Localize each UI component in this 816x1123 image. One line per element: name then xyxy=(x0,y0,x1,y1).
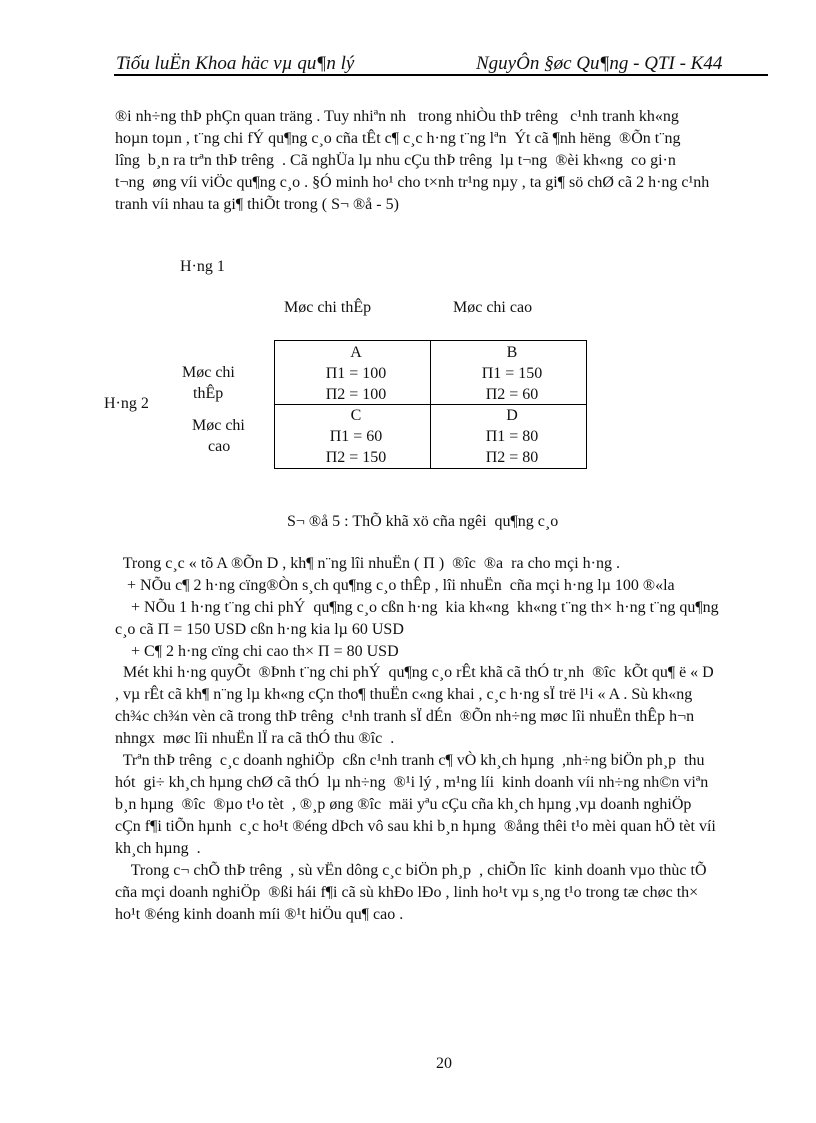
cell-profit-2: Π2 = 60 xyxy=(485,386,539,403)
cell-d xyxy=(452,405,572,468)
body-line: Mét khi h·ng quyÕt ®Þnh t¨ng chi phÝ qu¶ng c¸o rÊt khã cã thÓ tr¸nh ®îc kÕt qu¶ ë « D xyxy=(115,664,714,681)
body-line: + NÕu c¶ 2 h·ng cïng®Òn s¸ch qu¶ng c¸o thÊp , lîi nhuËn cña mçi h·ng lµ 100 ®«la xyxy=(115,577,675,594)
cell-name: C xyxy=(350,407,362,424)
cell-profit-1: Π1 = 150 xyxy=(481,365,543,382)
diagram-caption: S¬ ®å 5 : ThÕ khã xö cña ngêi qu¶ng c¸o xyxy=(287,513,559,530)
body-line: hót gi÷ kh¸ch hµng chØ cã thÓ lµ nh÷ng ®¹i lý , m¹ng líi kinh doanh víi nh÷ng nh©n viªn xyxy=(115,774,709,791)
cell-name: D xyxy=(506,407,518,424)
header-left: Tiốu luËn Khoa häc vµ qu¶n lý xyxy=(116,53,355,74)
body-line: + C¶ 2 h·ng cïng chi cao th× Π = 80 USD xyxy=(115,643,399,660)
body-line: Trong c¬ chÕ thÞ trêng , sù vËn dông c¸c biÖn ph¸p , chiÕn lîc kinh doanh vµo thùc tÕ xyxy=(115,862,707,879)
page-number: 20 xyxy=(436,1055,452,1072)
paragraph-line: ®i nh÷ng thÞ phÇn quan träng . Tuy nhiªn nh trong nhiÒu thÞ trêng c¹nh tranh kh«ng xyxy=(115,108,679,125)
header-right: NguyÔn §øc Qu¶ng - QTI - K44 xyxy=(476,53,723,74)
cell-profit-1: Π1 = 60 xyxy=(329,428,383,445)
column-high-label: Møc chi cao xyxy=(453,299,533,316)
row-high-label-2: cao xyxy=(208,438,231,455)
body-line: cÇn f¶i tiÕn hµnh c¸c ho¹t ®éng dÞch vô sau khi b¸n hµng ®ång thêi t¹o mèi quan hÖ tèt víi xyxy=(115,818,716,835)
paragraph-line: tranh víi nhau ta gi¶ thiÕt trong ( S¬ ®å - 5) xyxy=(115,196,399,213)
row-high-label-1: Møc chi xyxy=(192,417,245,434)
row-low-label-2: thÊp xyxy=(193,385,224,402)
cell-profit-1: Π1 = 100 xyxy=(325,365,387,382)
body-line: kh¸ch hµng . xyxy=(115,840,201,857)
body-line: , vµ rÊt cã kh¶ n¨ng lµ kh«ng cÇn tho¶ thuËn c«ng khai , c¸c h·ng sÏ trë l¹i « A . Sù kh«ng xyxy=(115,686,693,703)
row-low-label-1: Møc chi xyxy=(182,364,235,381)
cell-name: A xyxy=(350,344,362,361)
body-line: + NÕu 1 h·ng t¨ng chi phÝ qu¶ng c¸o cßn h·ng kia kh«ng kh«ng t¨ng th× h·ng t¨ng qu¶ng xyxy=(115,599,719,616)
firm1-label: H·ng 1 xyxy=(180,258,225,275)
body-line: c¸o cã Π = 150 USD cßn h·ng kia lµ 60 USD xyxy=(115,621,404,638)
paragraph-line: t¬ng øng víi viÖc qu¶ng c¸o . §Ó minh ho¹ cho t×nh tr¹ng nµy , ta gi¶ sö chØ cã 2 h·ng c¹nh xyxy=(115,174,710,191)
body-line: Trong c¸c « tõ A ®Õn D , kh¶ n¨ng lîi nhuËn ( Π ) ®îc ®a ra cho mçi h·ng . xyxy=(115,555,620,572)
body-line: ho¹t ®éng kinh doanh míi ®¹t hiÖu qu¶ cao . xyxy=(115,906,404,923)
body-line: ch¾c ch¾n vèn cã trong thÞ trêng c¹nh tranh sÏ dÉn ®Õn nh÷ng møc lîi nhuËn thÊp h¬n xyxy=(115,708,695,725)
body-line: nhngx møc lîi nhuËn lÏ ra cã thÓ thu ®îc . xyxy=(115,730,395,747)
cell-name: B xyxy=(506,344,518,361)
paragraph-line: hoµn toµn , t¨ng chi fÝ qu¶ng c¸o cña tÊt c¶ c¸c h·ng t¨ng lªn Ýt cã ¶nh hëng ®Õn t¨ng xyxy=(115,130,681,147)
body-line: Trªn thÞ trêng c¸c doanh nghiÖp cßn c¹nh tranh c¶ vÒ kh¸ch hµng ,nh÷ng biÖn ph¸p thu xyxy=(115,752,705,769)
body-line: b¸n hµng ®îc ®µo t¹o tèt , ®¸p øng ®îc mäi yªu cÇu cña kh¸ch hµng ,vµ doanh nghiÖp xyxy=(115,796,692,813)
cell-c xyxy=(296,405,416,468)
cell-profit-2: Π2 = 150 xyxy=(325,449,387,466)
firm2-label: H·ng 2 xyxy=(104,395,149,412)
body-line: cña mçi doanh nghiÖp ®ßi hái f¶i cã sù khÐo lÐo , linh ho¹t vµ s¸ng t¹o trong tæ chøc th× xyxy=(115,884,699,901)
column-low-label: Møc chi thÊp xyxy=(284,299,372,316)
paragraph-line: lîng b¸n ra trªn thÞ trêng . Cã nghÜa lµ nhu cÇu thÞ trêng lµ t¬ng ®èi kh«ng co gi·n xyxy=(115,152,676,169)
cell-profit-1: Π1 = 80 xyxy=(485,428,539,445)
cell-a xyxy=(296,342,416,405)
cell-profit-2: Π2 = 80 xyxy=(485,449,539,466)
header-rule xyxy=(114,74,768,76)
cell-profit-2: Π2 = 100 xyxy=(325,386,387,403)
cell-b xyxy=(452,342,572,405)
